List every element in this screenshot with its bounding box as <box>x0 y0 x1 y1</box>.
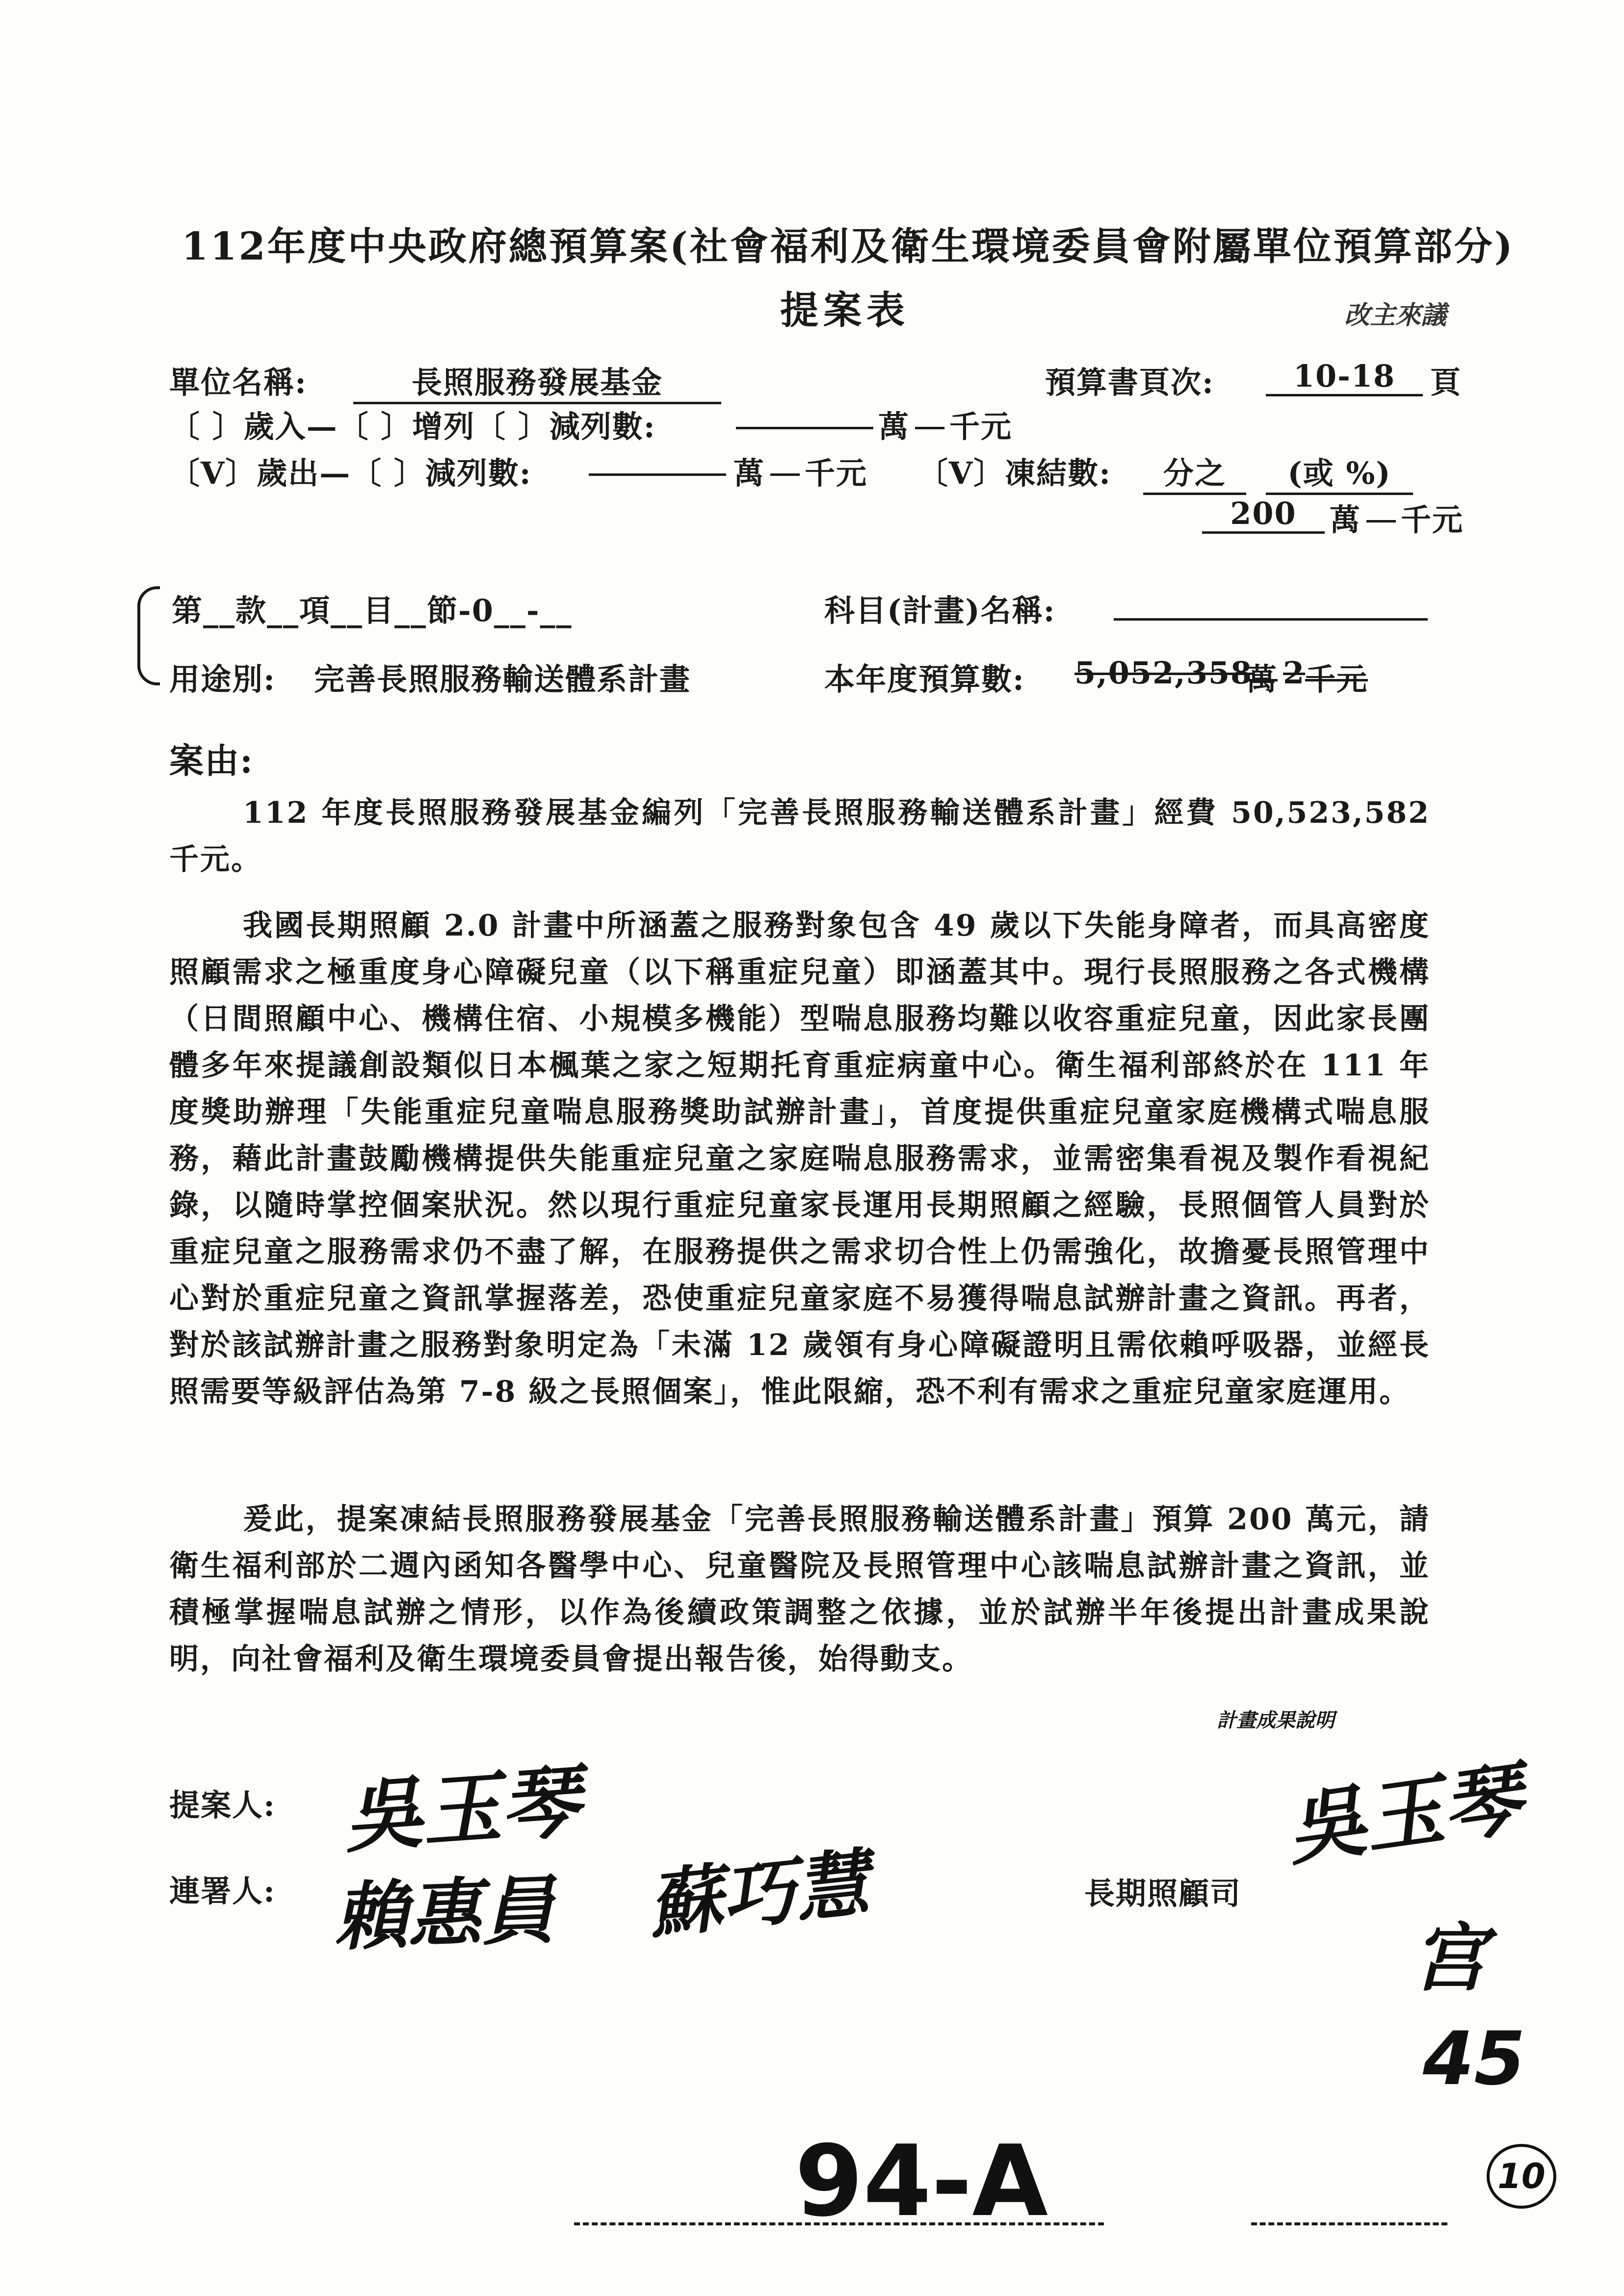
unit-value: 長照服務發展基金 <box>353 358 721 404</box>
department-signature: 吳玉琴 <box>1281 1752 1527 1877</box>
unit-label: 單位名稱: <box>169 365 307 400</box>
cosigner-signature-2: 蘇巧慧 <box>644 1840 873 1949</box>
budget-wan: 萬 <box>1246 661 1278 697</box>
reason-label: 案由: <box>169 740 254 781</box>
subject-blank <box>1114 618 1428 621</box>
expense-line: 〔V〕歲出—〔 〕減列數: <box>169 455 532 491</box>
reason-paragraph-3: 爰此，提案凍結長照服務發展基金「完善長照服務輸送體系計畫」預算 200 萬元，請衛生福利部於二週內函知各醫學中心、兒童醫院及長照管理中心該喘息試辦計畫之資訊，並積極掌握喘息試辦之情形，以作為後續政策調整之依據，並於試辦半年後提出計畫成果說明，向社會福利及衛生環境委員會提出報告後，始得動支。 <box>169 1502 1430 1676</box>
reason-paragraph-2: 我國長期照顧 2.0 計畫中所涵蓋之服務對象包含 49 歲以下失能身障者，而具高密度照顧需求之極重度身心障礙兒童（以下稱重症兒童）即涵蓋其中。現行長照服務之各式機構（日間照顧中心、機構住宿、小規模多機能）型喘息服務均難以收容重症兒童，因此家長團體多年來提議創設類似日本楓葉之家之短期托育重症病童中心。衛生福利部終於在 111 年度獎助辦理「失能重症兒童喘息服務獎助試辦計畫」，首度提供重症兒童家庭機構式喘息服務，藉此計畫鼓勵機構提供失能重症兒童之家庭喘息服務需求，並需密集看視及製作看視紀錄，以隨時掌控個案狀況。然以現行重症兒童家長運用長期照顧之經驗，長照個管人員對於重症兒童之服務需求仍不盡了解，在服務提供之需求切合性上仍需強化，故擔憂長照管理中心對於重症兒童之資訊掌握落差，恐使重症兒童家庭不易獲得喘息試辦計畫之資訊。再者，對於該試辦計畫之服務對象明定為「未滿 12 歲領有身心障礙證明且需依賴呼吸器，並經長照需要等級評估為第 7-8 級之長照個案」，惟此限縮，恐不利有需求之重症兒童家庭運用。 <box>169 909 1430 1409</box>
section-bracket <box>137 586 160 685</box>
freeze-fraction: 分之 <box>1143 449 1246 495</box>
page-value: 10-18 <box>1266 358 1423 396</box>
department-mark: 宫 <box>1413 1916 1487 2001</box>
reason-paragraph-1: 112 年度長照服務發展基金編列「完善長照服務輸送體系計畫」經費 50,523,582 千元。 <box>169 796 1430 877</box>
income-qian-blank <box>915 427 944 429</box>
freeze-amount: 200 <box>1202 496 1325 534</box>
margin-note: 改主來議 <box>1344 301 1447 330</box>
department-label: 長期照顧司 <box>1084 1876 1242 1911</box>
subject-label: 科目(計畫)名稱: <box>824 593 1056 628</box>
insert-note: 計畫成果說明 <box>1217 1709 1335 1732</box>
income-line: 〔 〕歲入—〔 〕增列〔 〕減列數: <box>169 409 656 444</box>
document-title: 112年度中央政府總預算案(社會福利及衛生環境委員會附屬單位預算部分) <box>182 224 1515 269</box>
section-line: 第__款__項__目__節-0__-__ <box>172 593 573 628</box>
proposer-label: 提案人: <box>169 1787 276 1823</box>
document-subtitle: 提案表 <box>780 288 910 333</box>
proposer-signature: 吳玉琴 <box>341 1755 582 1864</box>
cosigner-label: 連署人: <box>169 1873 276 1909</box>
page-label: 預算書頁次: <box>1045 365 1214 400</box>
expense-qian-blank <box>770 473 800 476</box>
expense-qian: 千元 <box>805 455 868 491</box>
purpose-value: 完善長照服務輸送體系計畫 <box>314 661 691 697</box>
footer-rule-right <box>1251 2222 1447 2225</box>
freeze-wan: 萬 <box>1330 502 1362 538</box>
cosigner-signature-1: 賴惠員 <box>332 1868 556 1961</box>
freeze-qian-blank <box>1366 520 1396 522</box>
purpose-label: 用途別: <box>169 661 276 697</box>
income-wan: 萬 <box>878 409 910 444</box>
expense-blank <box>589 473 726 476</box>
income-blank <box>736 427 873 429</box>
income-qian: 千元 <box>949 409 1013 444</box>
freeze-label: 〔V〕凍結數: <box>917 455 1111 491</box>
footer-page-code: 94-A <box>795 2124 1048 2239</box>
footer-circle-number: 10 <box>1487 2144 1556 2209</box>
page-unit: 頁 <box>1430 365 1462 400</box>
freeze-qian: 千元 <box>1401 502 1464 538</box>
budget-label: 本年度預算數: <box>824 661 1025 697</box>
freeze-percent: (或 %) <box>1266 449 1413 495</box>
expense-wan: 萬 <box>733 455 765 491</box>
budget-value: 5,052,358 <box>1074 655 1253 691</box>
budget-qian-num: 2 <box>1283 655 1306 691</box>
budget-qian: 千元 <box>1305 661 1368 697</box>
department-number: 45 <box>1423 2016 1525 2102</box>
